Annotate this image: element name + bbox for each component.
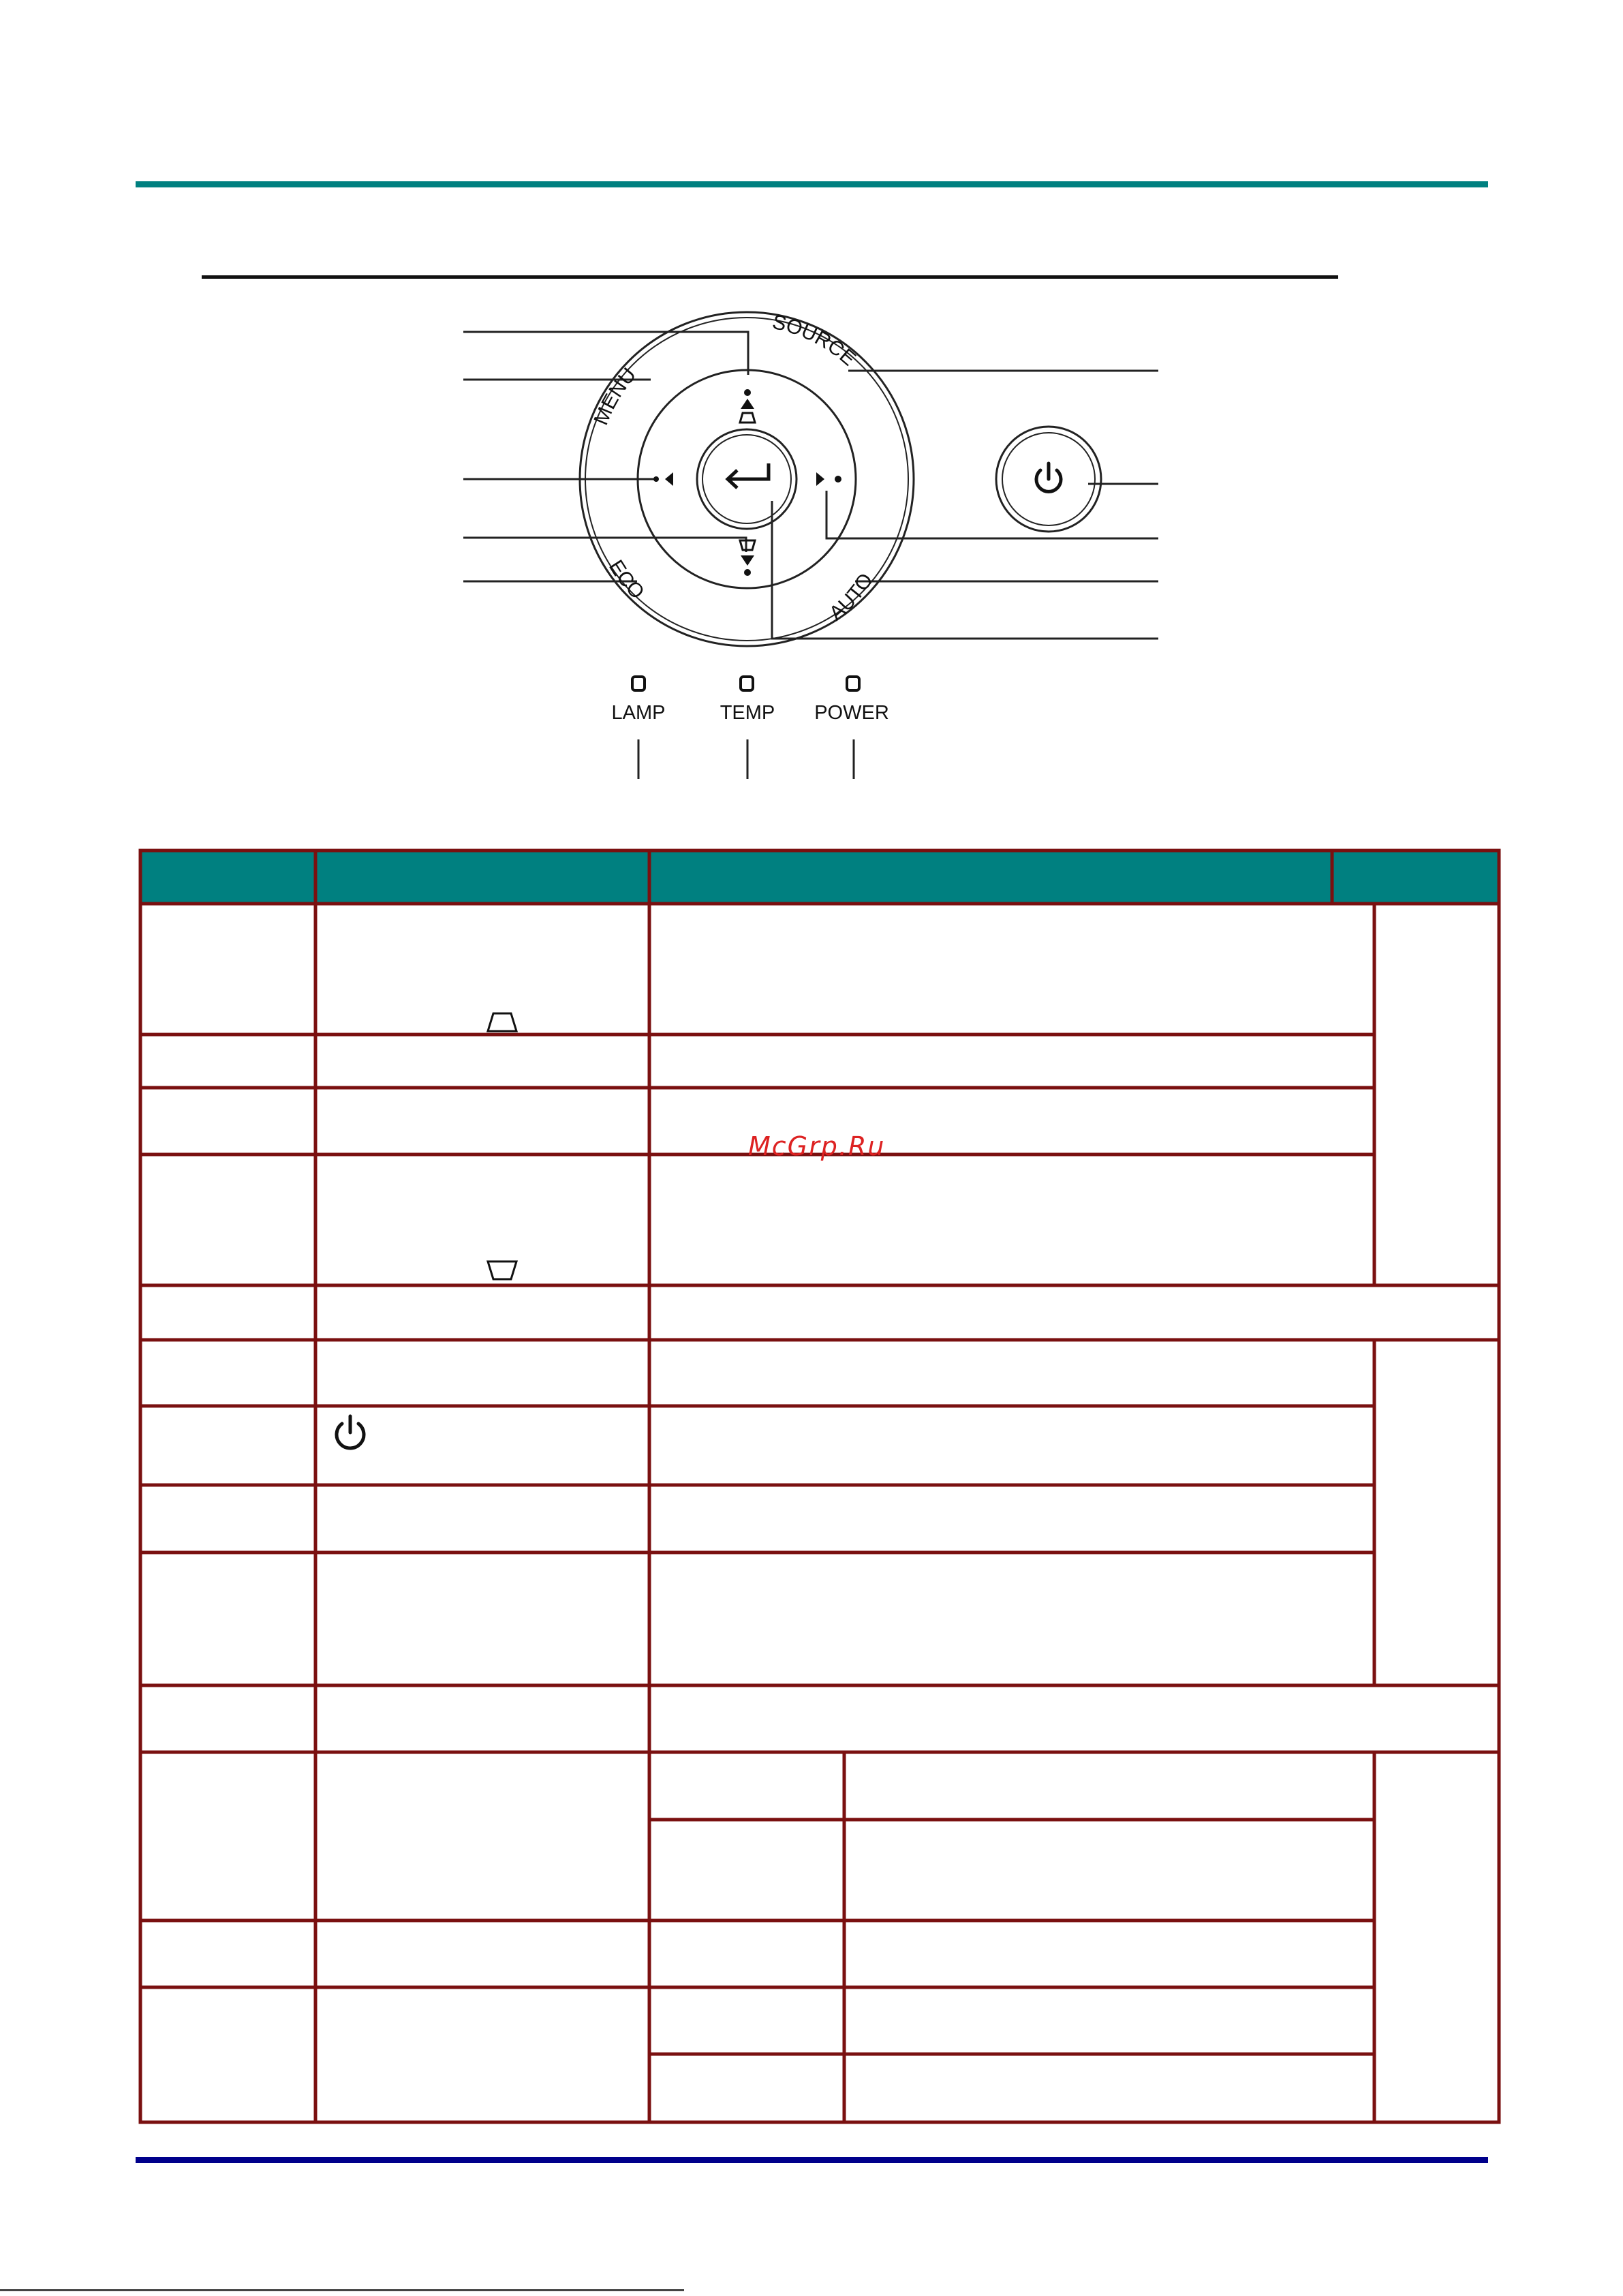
power-label: POWER bbox=[814, 702, 889, 724]
temp-label: TEMP bbox=[720, 702, 775, 724]
keystone-down-icon bbox=[488, 1261, 516, 1279]
page-edge-rule bbox=[0, 2289, 684, 2291]
keystone-up-icon bbox=[488, 1013, 516, 1031]
auto-label[interactable]: AUTO bbox=[824, 569, 878, 626]
lamp-label: LAMP bbox=[611, 702, 666, 724]
eco-label[interactable]: ECO bbox=[604, 556, 649, 604]
power-icon bbox=[337, 1416, 364, 1448]
watermark: McGrp.Ru bbox=[748, 1131, 886, 1161]
source-label[interactable]: SOURCE bbox=[770, 310, 861, 371]
menu-label[interactable]: MENU bbox=[589, 363, 641, 429]
table-header bbox=[140, 851, 1499, 904]
footer-rule bbox=[136, 2157, 1488, 2163]
